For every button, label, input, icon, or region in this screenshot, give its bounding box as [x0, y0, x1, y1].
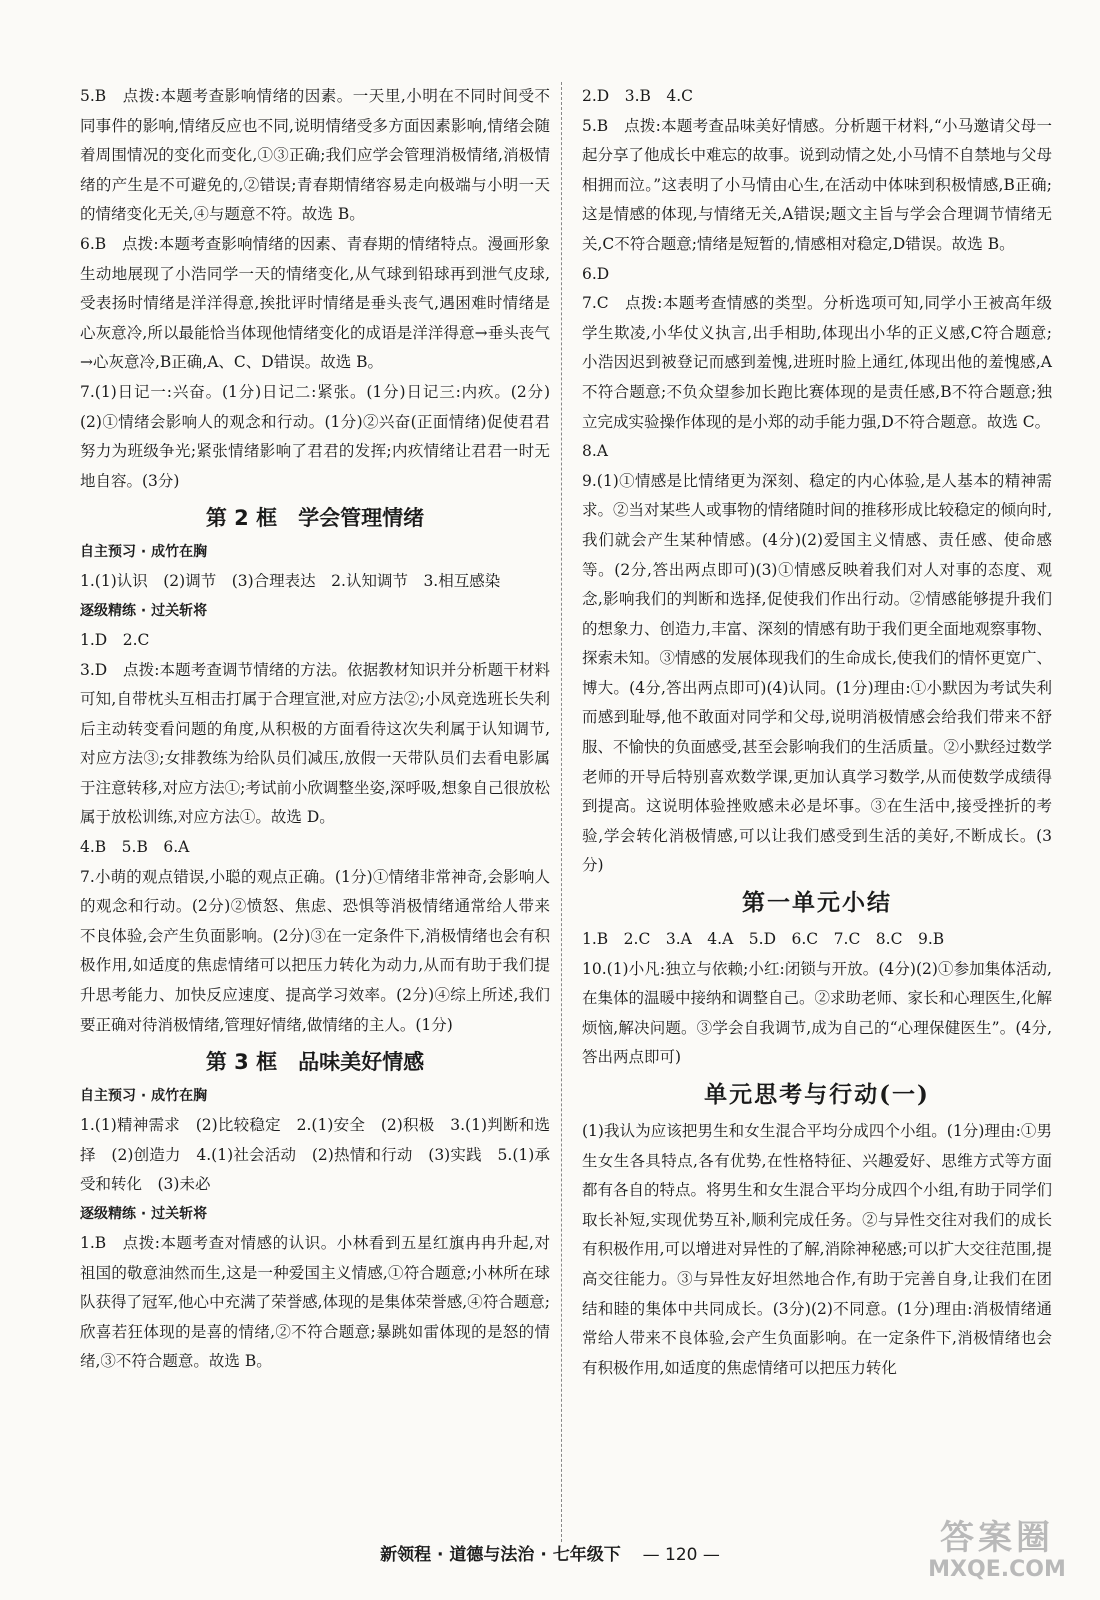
- unit-think-title: 单元思考与行动(一): [704, 1081, 930, 1108]
- answer-9-right: 9.(1)①情感是比情绪更为深刻、稳定的内心体验,是人基本的精神需求。②当对某些人或事物的情绪随时间的推移形成比较稳定的倾向时,我们就会产生某种情感。(4分)(2)爱国主义情感、责任感、使命感等。(2分,答出两点即可)(3)①情感反映着我们对人对事的态度、观念,影响我们的判断和选择,促使我们作出行动。②情感能够提升我们的想象力、创造力,丰富、深刻的情感有助于我们更全面地观察事物、探索未知。③情感的发展体现我们的生命成长,使我们的情怀更宽广、博大。(4分,答出两点即可)(4)认同。(1分)理由:①小默因为考试失利而感到耻辱,他不敢面对同学和父母,说明消极情感会给我们带来不舒服、不愉快的负面感受,甚至会影响我们的生活质量。②小默经过数学老师的开导后特别喜欢数学课,更加认真学习数学,从而使数学成绩得到提高。这说明体验挫败感未必是坏事。③在生活中,接受挫折的考验,学会转化消极情感,可以让我们感受到生活的美好,不断成长。(3分): [582, 471, 1052, 875]
- frame-3-preview-heading: 自主预习 · 成竹在胸: [80, 1088, 208, 1105]
- footer-title: 新领程 · 道德与法治 · 七年级下: [380, 1545, 621, 1565]
- right-column: [582, 82, 1052, 1383]
- watermark-logo: [912, 1518, 1082, 1592]
- frame-2-answers-1-2: 1.D 2.C: [80, 630, 150, 649]
- frame-2-answers-4-6: 4.B 5.B 6.A: [80, 838, 190, 857]
- unit-think-body: (1)我认为应该把男生和女生混合平均分成四个小组。(1分)理由:①男生女生各具特点,各有优势,在性格特征、兴趣爱好、思维方式等方面都有各自的特点。将男生和女生混合平均分成四个小组,有助于同学们取长补短,实现优势互补,顺利完成任务。②与异性交往对我们的成长有积极作用,可以增进对异性的了解,消除神秘感;可以扩大交往范围,提高交往能力。③与异性友好坦然地合作,有助于完善自身,让我们在团结和睦的集体中共同成长。(3分)(2)不同意。(1分)理由:消极情绪通常给人带来不良体验,会产生负面影响。在一定条件下,消极情绪也会有积极作用,如适度的焦虑情绪可以把压力转化: [582, 1122, 1052, 1377]
- answer-7: 7.(1)日记一:兴奋。(1分)日记二:紧张。(1分)日记三:内疚。(2分)(2)①情绪会影响人的观念和行动。(1分)②兴奋(正面情绪)促使君君努力为班级争光;紧张情绪影响了君君的发挥;内疚情绪让君君一时无地自容。(3分): [80, 382, 550, 490]
- page-number: — 120 —: [642, 1545, 720, 1565]
- answer-7-right: 7.C 点拨:本题考查情感的类型。分析选项可知,同学小王被高年级学生欺凌,小华仗义执言,出手相助,体现出小华的正义感,C符合题意;小浩因迟到被登记而感到羞愧,进班时脸上通红,体现出他的羞愧感,A不符合题意;不负众望参加长跑比赛体现的是责任感,B不符合题意;独立完成实验操作体现的是小郑的动手能力强,D不符合题意。故选 C。: [582, 294, 1052, 431]
- frame-3-practice-heading: 逐级精练 · 过关斩将: [80, 1206, 208, 1222]
- unit-summary-title: 第一单元小结: [742, 889, 892, 917]
- frame-3-title: 第 3 框 品味美好情感: [205, 1050, 425, 1075]
- column-divider: [561, 82, 562, 1542]
- frame-2-preview-answers: 1.(1)认识 (2)调节 (3)合理表达 2.认知调节 3.相互感染: [80, 572, 501, 591]
- watermark-bottom-text: MXQE.COM: [928, 1557, 1066, 1582]
- left-column: [80, 82, 550, 1377]
- answer-5-right: 5.B 点拨:本题考查品味美好情感。分析题干材料,“小马邀请父母一起分享了他成长中难忘的故事。说到动情之处,小马情不自禁地与父母相拥而泣。”这表明了小马情由心生,在活动中体味到积极情感,B正确;这是情感的体现,与情绪无关,A错误;题文主旨与学会合理调节情绪无关,C不符合题意;情绪是短暂的,情感相对稳定,D错误。故选 B。: [582, 116, 1052, 253]
- frame-2-answer-7: 7.小萌的观点错误,小聪的观点正确。(1分)①情绪非常神奇,会影响人的观念和行动。(2分)②愤怒、焦虑、恐惧等消极情绪通常给人带来不良体验,会产生负面影响。(2分)③在一定条件下,消极情绪也会有积极作用,如适度的焦虑情绪可以把压力转化为动力,从而有助于我们提升思考能力、加快反应速度、提高学习效率。(2分)④综上所述,我们要正确对待消极情绪,管理好情绪,做情绪的主人。(1分): [80, 867, 550, 1034]
- unit-summary-answers-1-9: 1.B 2.C 3.A 4.A 5.D 6.C 7.C 8.C 9.B: [582, 930, 945, 949]
- frame-2-preview-heading: 自主预习 · 成竹在胸: [80, 544, 208, 561]
- unit-summary-answer-10: 10.(1)小凡:独立与依赖;小红:闭锁与开放。(4分)(2)①参加集体活动,在集体的温暖中接纳和调整自己。②求助老师、家长和心理医生,化解烦恼,解决问题。③学会自我调节,成为自己的“心理保健医生”。(4分,答出两点即可): [582, 959, 1052, 1067]
- answer-6-right: 6.D: [582, 264, 610, 283]
- answer-5: 5.B 点拨:本题考查影响情绪的因素。一天里,小明在不同时间受不同事件的影响,情绪反应也不同,说明情绪受多方面因素影响,情绪会随着周围情况的变化而变化,①③正确;我们应学会管理消极情绪,消极情绪的产生是不可避免的,②错误;青春期情绪容易走向极端与小明一天的情绪变化无关,④与题意不符。故选 B。: [80, 87, 550, 224]
- answers-2-4: 2.D 3.B 4.C: [582, 87, 694, 105]
- frame-3-preview-answers: 1.(1)精神需求 (2)比较稳定 2.(1)安全 (2)积极 3.(1)判断和选择 (2)创造力 4.(1)社会活动 (2)热情和行动 (3)实践 5.(1)承受和转化 (3)未必: [80, 1116, 550, 1194]
- frame-2-title: 第 2 框 学会管理情绪: [205, 506, 425, 531]
- frame-2-answer-3: 3.D 点拨:本题考查调节情绪的方法。依据教材知识并分析题干材料可知,自带枕头互相击打属于合理宣泄,对应方法②;小凤竞选班长失利后主动转变看问题的角度,从积极的方面看待这次失利属于认知调节,对应方法③;女排教练为给队员们减压,放假一天带队员们去看电影属于注意转移,对应方法①;考试前小欣调整坐姿,深呼吸,想象自己很放松属于放松训练,对应方法①。故选 D。: [80, 660, 550, 827]
- frame-2-practice-heading: 逐级精练 · 过关斩将: [80, 602, 208, 619]
- watermark-top-text: 答案圈: [940, 1518, 1054, 1558]
- frame-3-answer-1: 1.B 点拨:本题考查对情感的认识。小林看到五星红旗冉冉升起,对祖国的敬意油然而生,这是一种爱国主义情感,①符合题意;小林所在球队获得了冠军,他心中充满了荣誉感,体现的是集体荣誉感,④符合题意;欣喜若狂体现的是喜的情绪,②不符合题意;暴跳如雷体现的是怒的情绪,③不符合题意。故选 B。: [80, 1234, 550, 1371]
- answer-6: 6.B 点拨:本题考查影响情绪的因素、青春期的情绪特点。漫画形象生动地展现了小浩同学一天的情绪变化,从气球到铅球再到泄气皮球,受表扬时情绪是洋洋得意,挨批评时情绪是垂头丧气,遇困难时情绪是心灰意冷,所以最能恰当体现他情绪变化的成语是洋洋得意→垂头丧气→心灰意冷,B正确,A、C、D错误。故选 B。: [80, 234, 550, 372]
- answer-8-right: 8.A: [582, 442, 608, 461]
